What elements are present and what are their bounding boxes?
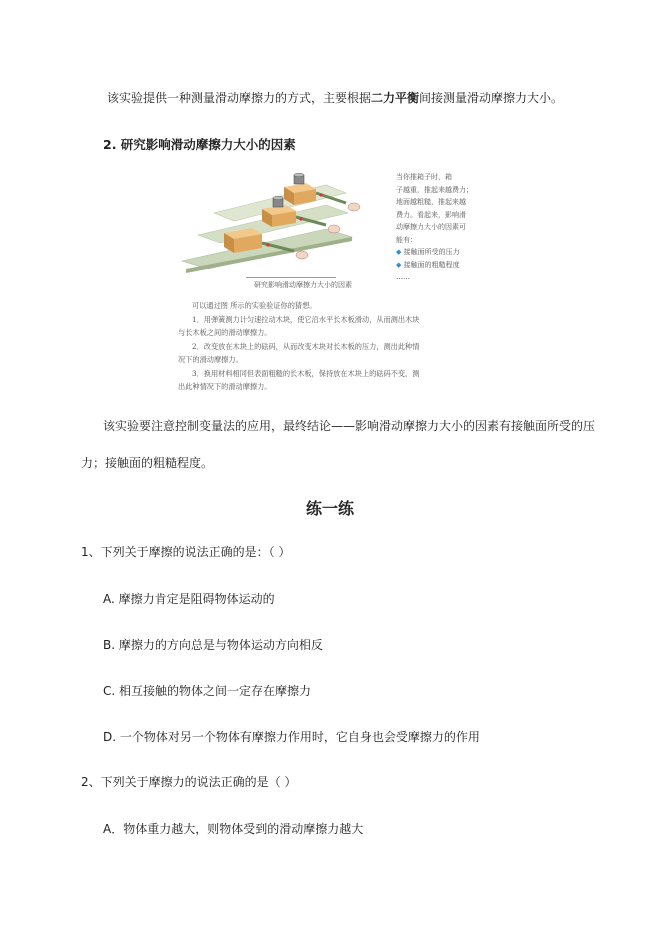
side-note-dots: …… (396, 273, 410, 281)
intro-text-suffix: 间接测量滑动摩擦力大小。 (419, 91, 564, 105)
bullet-text: 接触面的粗糙程度 (403, 260, 460, 269)
figure-line: 可以通过图 所示的实验验证你的猜想。 (192, 301, 317, 310)
question-2-stem: 2、下列关于摩擦力的说法正确的是（ ） (81, 775, 297, 789)
side-note-line: 费力。看起来，影响滑 (396, 210, 466, 219)
bullet-text: 接触面所受的压力 (403, 248, 460, 256)
bullet-icon: ◆ (396, 260, 402, 269)
side-note-bullet (396, 259, 473, 272)
side-note-line: 能有： (396, 235, 417, 244)
practice-title: 练一练 (306, 499, 355, 518)
bullet-icon: ◆ (396, 248, 402, 256)
figure-caption: 研究影响滑动摩擦力大小的因素 (254, 281, 352, 289)
conclusion-line-1: 该实验要注意控制变量法的应用，最终结论——影响滑动摩擦力大小的因素有接触面所受的压 (103, 419, 596, 433)
figure-line: 况下的滑动摩擦力。 (178, 355, 243, 364)
side-note-line: 动摩擦力大小的因素可 (396, 223, 466, 231)
figure-line: 与长木板之间的滑动摩擦力。 (178, 328, 272, 337)
intro-text-prefix: 该实验提供一种测量滑动摩擦力的方式，主要根据 (107, 91, 372, 105)
section-title: 2. 研究影响滑动摩擦力大小的因素 (103, 137, 296, 152)
long-board-tracks (182, 185, 352, 273)
side-note-line: 子越重，推起来越费力； (396, 185, 473, 194)
question-1-option-b: B. 摩擦力的方向总是与物体运动方向相反 (103, 638, 323, 652)
question-2-option-a: A．物体重力越大，则物体受到的滑动摩擦力越大 (103, 822, 364, 836)
question-1-stem: 1、下列关于摩擦的说法正确的是：（ ） (81, 545, 291, 559)
question-1-option-a: A. 摩擦力肯定是阻碍物体运动的 (103, 592, 275, 606)
intro-paragraph (107, 89, 563, 106)
side-note-line: 当你推箱子时，箱 (396, 173, 452, 181)
figure-body-text (178, 299, 419, 394)
question-1-option-d: D. 一个物体对另一个物体有摩擦力作用时，它自身也会受摩擦力的作用 (103, 730, 480, 744)
side-note-bullet (396, 246, 473, 259)
figure-line: 1．用弹簧测力计匀速拉动木块，使它沿水平长木板滑动，从而测出木块 (192, 314, 420, 324)
conclusion-line-2: 力；接触面的粗糙程度。 (81, 456, 214, 470)
figure-line: 3．换用材料相同但表面粗糙的长木板，保持放在木块上的砝码不变，测 (192, 368, 420, 378)
side-note-line: 地面越粗糙，推起来越 (396, 198, 466, 206)
intro-text-bold: 二力平衡 (371, 91, 420, 105)
question-1-option-c: C. 相互接触的物体之间一定存在摩擦力 (103, 684, 312, 698)
figure-line: 2．改变放在木块上的砝码，从而改变木块对长木板的压力，测出此种情 (192, 341, 420, 351)
figure-line: 出此种情况下的滑动摩擦力。 (178, 382, 272, 391)
side-note (396, 171, 473, 284)
textbook-figure (176, 165, 498, 395)
